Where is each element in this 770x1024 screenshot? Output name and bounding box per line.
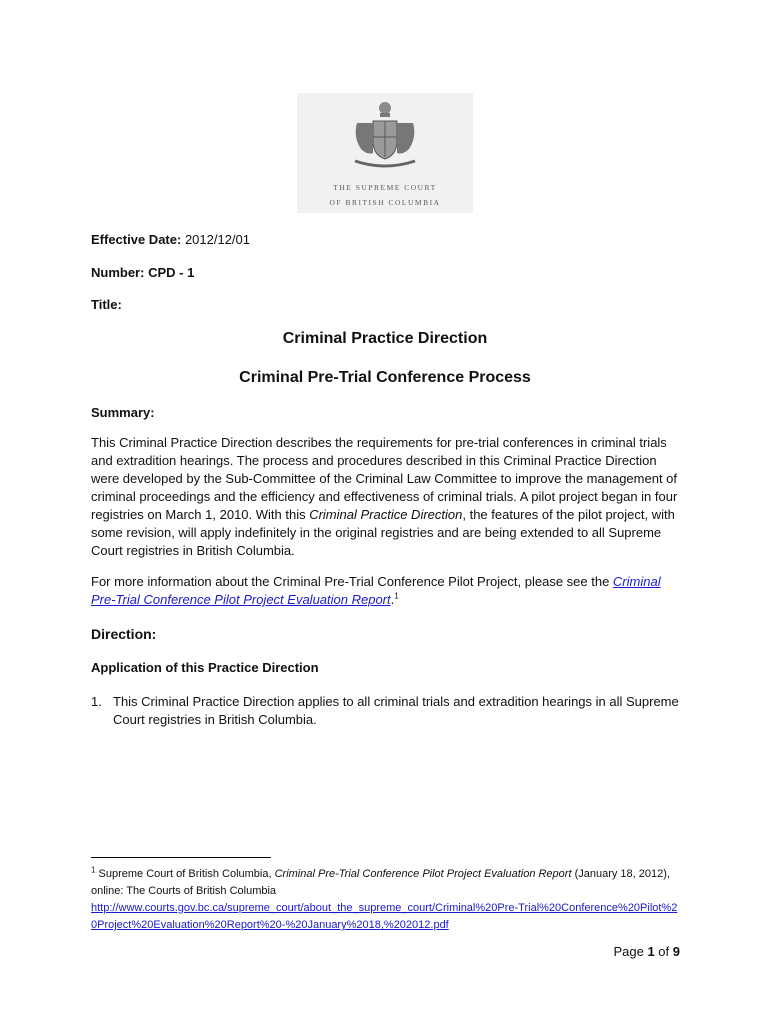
footnote-text-1: Supreme Court of British Columbia, bbox=[95, 868, 275, 880]
number-label: Number: bbox=[91, 265, 145, 280]
footnote-url-link[interactable]: http://www.courts.gov.bc.ca/supreme_court/about_the_supreme_court/Criminal%20Pre-Trial%20Conference%20Pilot%20Project%20Evaluation%20Report%20-%20January%2018,%202012.pdf bbox=[91, 902, 678, 931]
evaluation-report-link[interactable]: Criminal Pre-Trial Conference Pilot Project Evaluation Report bbox=[91, 574, 661, 607]
effective-date-label: Effective Date: bbox=[91, 232, 182, 247]
summary-heading: Summary: bbox=[91, 405, 155, 420]
number-value: CPD - 1 bbox=[148, 265, 195, 280]
footnote-italic: Criminal Pre-Trial Conference Pilot Project Evaluation Report bbox=[274, 868, 572, 880]
footnote-ref: 1 bbox=[394, 591, 399, 601]
summary-text-2: , the features of the pilot project, with some revision, will apply indefinitely in the original registries and are being extended to all Supreme Court registries in British Columbia. bbox=[91, 507, 675, 558]
page-of: of bbox=[658, 944, 670, 959]
more-info-period: . bbox=[390, 592, 395, 607]
court-coat-of-arms-logo bbox=[297, 93, 473, 213]
page-current: 1 bbox=[647, 944, 655, 959]
more-info-text: For more information about the Criminal Pre-Trial Conference Pilot Project, please see the bbox=[91, 574, 613, 589]
application-heading: Application of this Practice Direction bbox=[91, 660, 319, 675]
footnote-number: 1 bbox=[91, 865, 96, 875]
effective-date bbox=[91, 231, 250, 248]
summary-italic: Criminal Practice Direction bbox=[309, 507, 463, 522]
item-text: This Criminal Practice Direction applies to all criminal trials and extradition hearings in all Supreme Court registries in British Columbia. bbox=[113, 694, 679, 727]
number bbox=[91, 264, 194, 281]
footnote-divider bbox=[91, 857, 271, 858]
title-label: Title: bbox=[91, 297, 122, 312]
logo-line-1: THE SUPREME COURT bbox=[333, 183, 437, 192]
effective-date-value: 2012/12/01 bbox=[184, 232, 251, 247]
document-subtitle: Criminal Pre-Trial Conference Process bbox=[239, 369, 531, 386]
footnote bbox=[91, 866, 681, 934]
logo-line-2: OF BRITISH COLUMBIA bbox=[329, 198, 441, 207]
direction-item-1 bbox=[91, 693, 681, 729]
document-title: Criminal Practice Direction bbox=[282, 330, 488, 347]
summary-paragraph bbox=[91, 434, 681, 560]
page-total: 9 bbox=[672, 944, 680, 959]
item-number: 1. bbox=[91, 694, 102, 709]
direction-heading: Direction: bbox=[91, 626, 157, 642]
footnote-text-2: (January 18, 2012), online: The Courts of British Columbia bbox=[91, 868, 670, 897]
coat-of-arms-icon bbox=[347, 99, 423, 175]
summary-text-1: This Criminal Practice Direction describes the requirements for pre-trial conferences in criminal trials and extradition hearings. The process and procedures described in this Criminal Practice Direction were developed by the Sub-Committee of the Criminal Law Committee to improve the management of criminal proceedings and the efficiency and effectiveness of criminal trials. A pilot project began in four registries on March 1, 2010. With this bbox=[91, 435, 678, 522]
page-label: Page bbox=[613, 944, 644, 959]
more-info-paragraph bbox=[91, 573, 681, 609]
page-number bbox=[613, 944, 680, 959]
